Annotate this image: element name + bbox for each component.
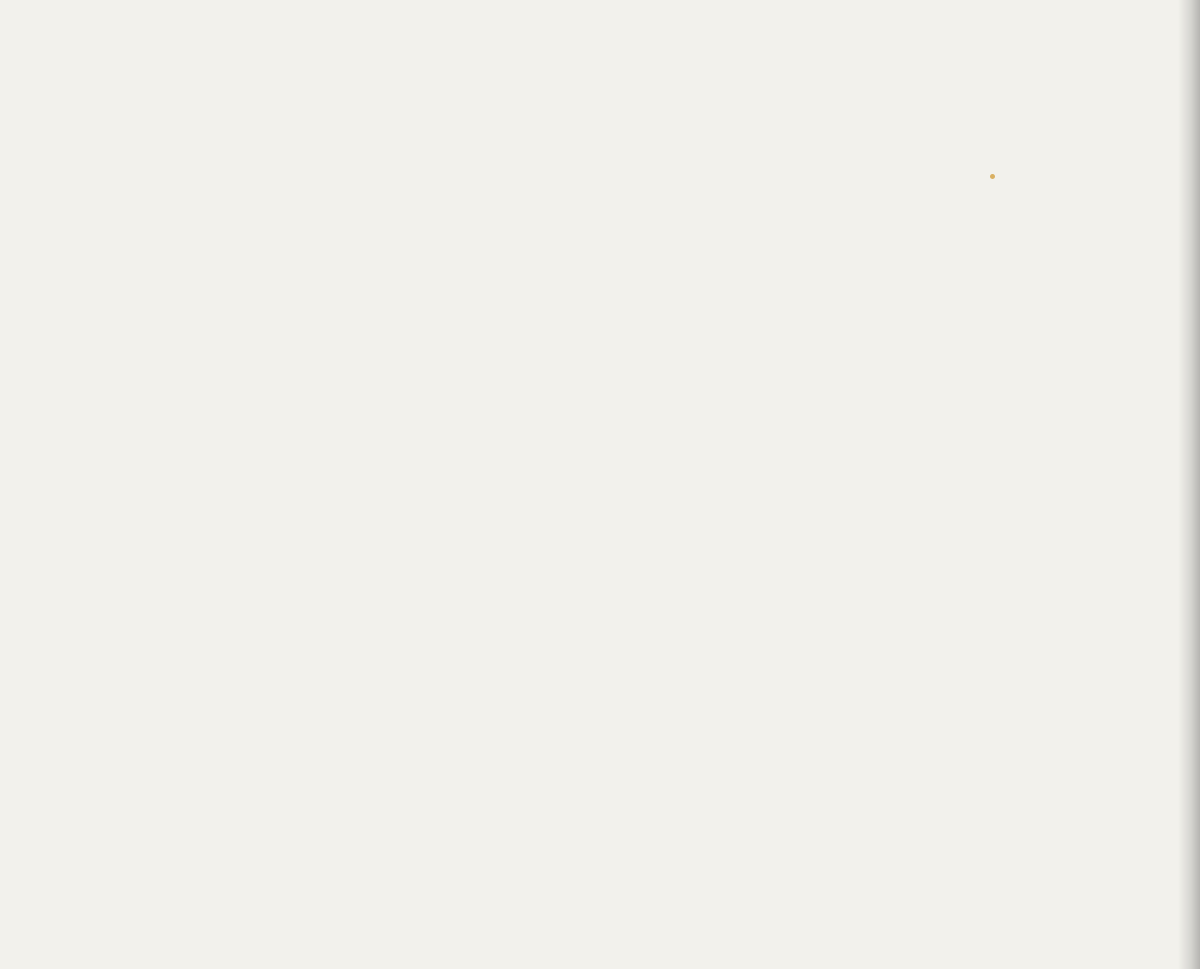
binding-shadow: [1178, 0, 1200, 969]
paper-spot: [990, 174, 995, 179]
